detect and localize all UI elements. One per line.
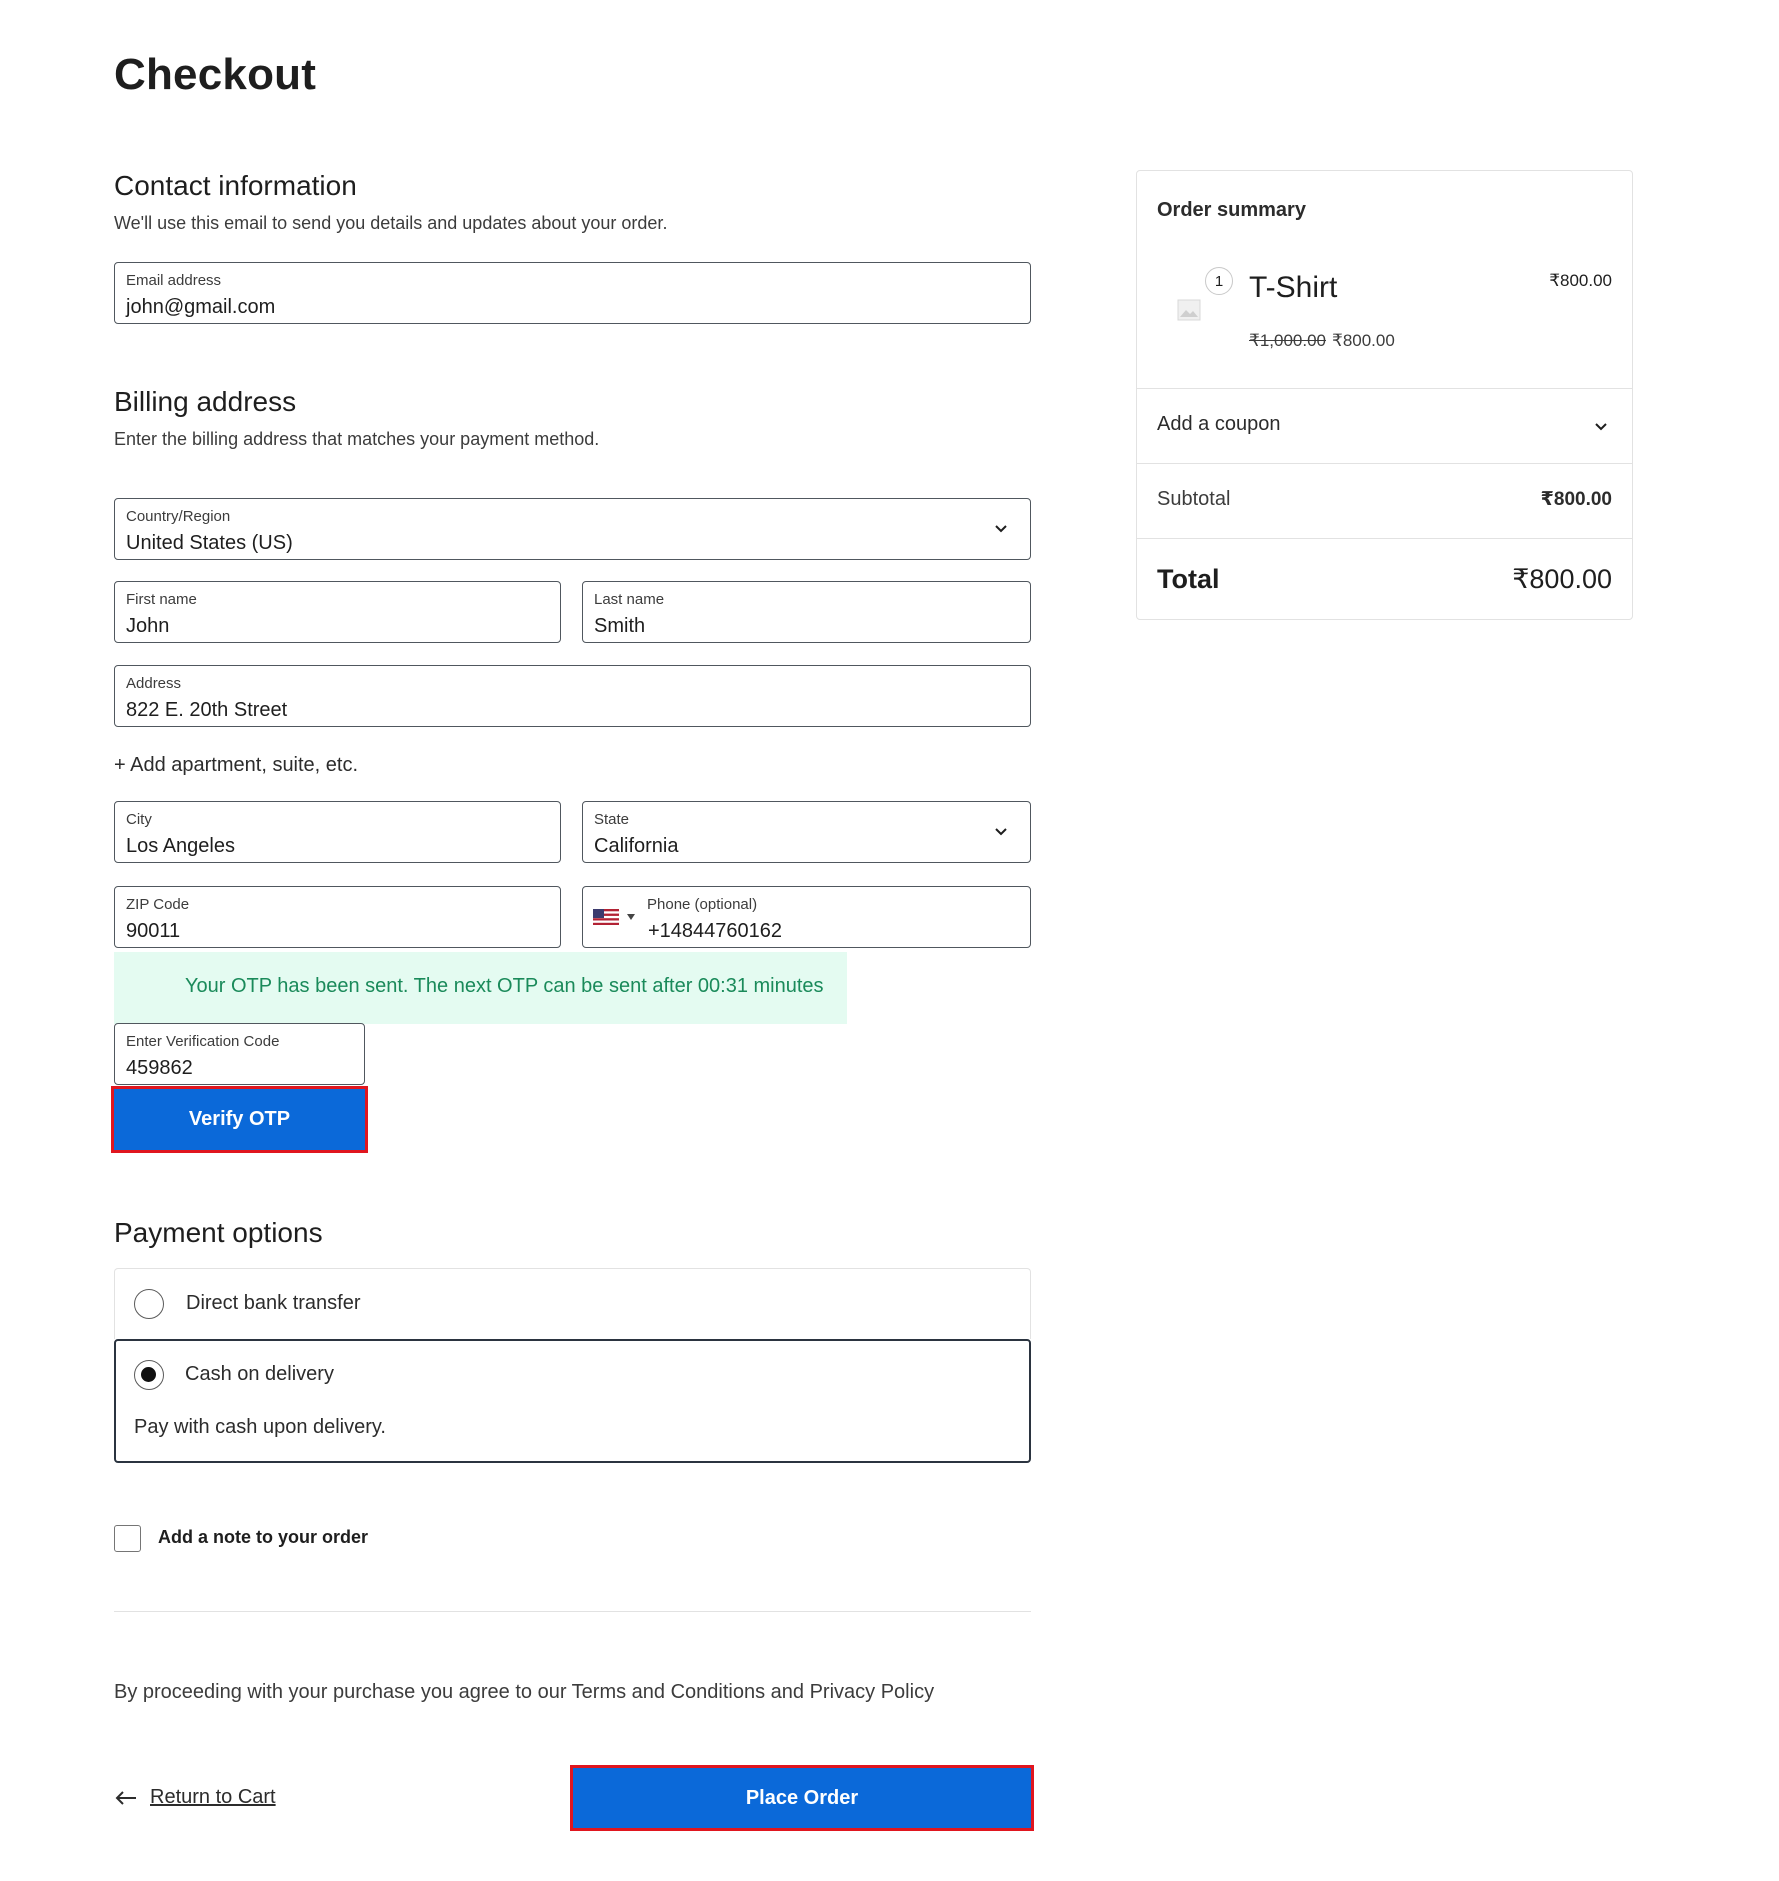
address-value[interactable]: 822 E. 20th Street xyxy=(126,699,288,721)
first-name-field[interactable] xyxy=(114,581,561,643)
contact-section-title: Contact information xyxy=(114,170,357,201)
otp-notice-text: Your OTP has been sent. The next OTP can be sent after 00:31 minutes xyxy=(185,975,824,997)
payment-section-title: Payment options xyxy=(114,1217,323,1248)
phone-country-selector[interactable] xyxy=(593,909,639,927)
zip-value[interactable]: 90011 xyxy=(126,920,181,942)
verification-code-field[interactable] xyxy=(114,1023,365,1085)
chevron-down-icon xyxy=(994,824,1008,838)
country-select[interactable] xyxy=(114,498,1031,560)
billing-section-title: Billing address xyxy=(114,386,297,417)
subtotal-value: ₹800.00 xyxy=(1540,489,1612,510)
order-note-checkbox[interactable] xyxy=(114,1525,141,1552)
caret-down-icon xyxy=(627,914,635,920)
product-regular-price: ₹1,000.00 xyxy=(1249,331,1326,350)
item-quantity-badge: 1 xyxy=(1205,267,1233,295)
page-title: Checkout xyxy=(114,50,317,99)
arrow-left-icon xyxy=(114,1789,138,1807)
phone-label: Phone (optional) xyxy=(647,896,758,913)
billing-section-description: Enter the billing address that matches your payment method. xyxy=(114,429,600,449)
email-field[interactable] xyxy=(114,262,1031,324)
chevron-down-icon xyxy=(1594,419,1608,433)
contact-section-description: We'll use this email to send you details and updates about your order. xyxy=(114,213,668,233)
add-apartment-link[interactable]: + Add apartment, suite, etc. xyxy=(114,754,359,776)
subtotal-label: Subtotal xyxy=(1157,488,1231,510)
last-name-field[interactable] xyxy=(582,581,1031,643)
city-field[interactable] xyxy=(114,801,561,863)
state-value: California xyxy=(594,835,679,857)
add-coupon-label: Add a coupon xyxy=(1157,413,1281,435)
last-name-value[interactable]: Smith xyxy=(594,615,646,637)
address-field[interactable] xyxy=(114,665,1031,727)
bank-transfer-radio[interactable] xyxy=(134,1289,164,1319)
product-name: T-Shirt xyxy=(1249,271,1338,304)
verification-code-label: Enter Verification Code xyxy=(126,1033,280,1050)
phone-field[interactable] xyxy=(582,886,1031,948)
return-to-cart-label[interactable]: Return to Cart xyxy=(150,1786,276,1808)
return-to-cart-link[interactable] xyxy=(114,1786,276,1809)
divider xyxy=(1137,538,1632,539)
verification-code-value[interactable]: 459862 xyxy=(126,1057,193,1079)
chevron-down-icon xyxy=(994,521,1008,535)
cash-on-delivery-radio[interactable] xyxy=(134,1360,164,1390)
email-label: Email address xyxy=(126,272,222,289)
product-sale-price: ₹800.00 xyxy=(1332,331,1395,350)
cash-on-delivery-description: Pay with cash upon delivery. xyxy=(134,1416,386,1438)
state-select[interactable] xyxy=(582,801,1031,863)
payment-option-bank-transfer[interactable] xyxy=(114,1268,1031,1339)
country-label: Country/Region xyxy=(126,508,231,525)
divider xyxy=(114,1611,1031,1612)
otp-notice xyxy=(114,952,847,1024)
address-label: Address xyxy=(126,675,182,692)
terms-text: By proceeding with your purchase you agree to our Terms and Conditions and Privacy Policy xyxy=(114,1681,935,1703)
product-line-total: ₹800.00 xyxy=(1549,271,1612,290)
city-value[interactable]: Los Angeles xyxy=(126,835,235,857)
order-summary-title: Order summary xyxy=(1157,199,1306,221)
cash-on-delivery-label: Cash on delivery xyxy=(185,1363,334,1385)
bank-transfer-label: Direct bank transfer xyxy=(186,1292,361,1314)
add-coupon-toggle[interactable] xyxy=(1137,389,1632,463)
total-value: ₹800.00 xyxy=(1512,564,1612,594)
email-value[interactable]: john@gmail.com xyxy=(126,296,276,318)
city-label: City xyxy=(126,811,152,828)
divider xyxy=(1137,463,1632,464)
payment-option-cash-on-delivery[interactable] xyxy=(114,1339,1031,1463)
country-value: United States (US) xyxy=(126,532,293,554)
order-summary xyxy=(1136,170,1633,620)
last-name-label: Last name xyxy=(594,591,665,608)
state-label: State xyxy=(594,811,630,828)
order-note-label[interactable]: Add a note to your order xyxy=(158,1527,369,1547)
product-image-placeholder-icon xyxy=(1177,299,1201,321)
total-label: Total xyxy=(1157,564,1220,594)
first-name-label: First name xyxy=(126,591,197,608)
us-flag-icon xyxy=(593,909,619,925)
place-order-button[interactable]: Place Order xyxy=(573,1768,1031,1828)
phone-value[interactable]: +14844760162 xyxy=(648,920,783,942)
first-name-value[interactable]: John xyxy=(126,615,170,637)
verify-otp-button[interactable]: Verify OTP xyxy=(114,1089,365,1150)
zip-field[interactable] xyxy=(114,886,561,948)
zip-label: ZIP Code xyxy=(126,896,190,913)
